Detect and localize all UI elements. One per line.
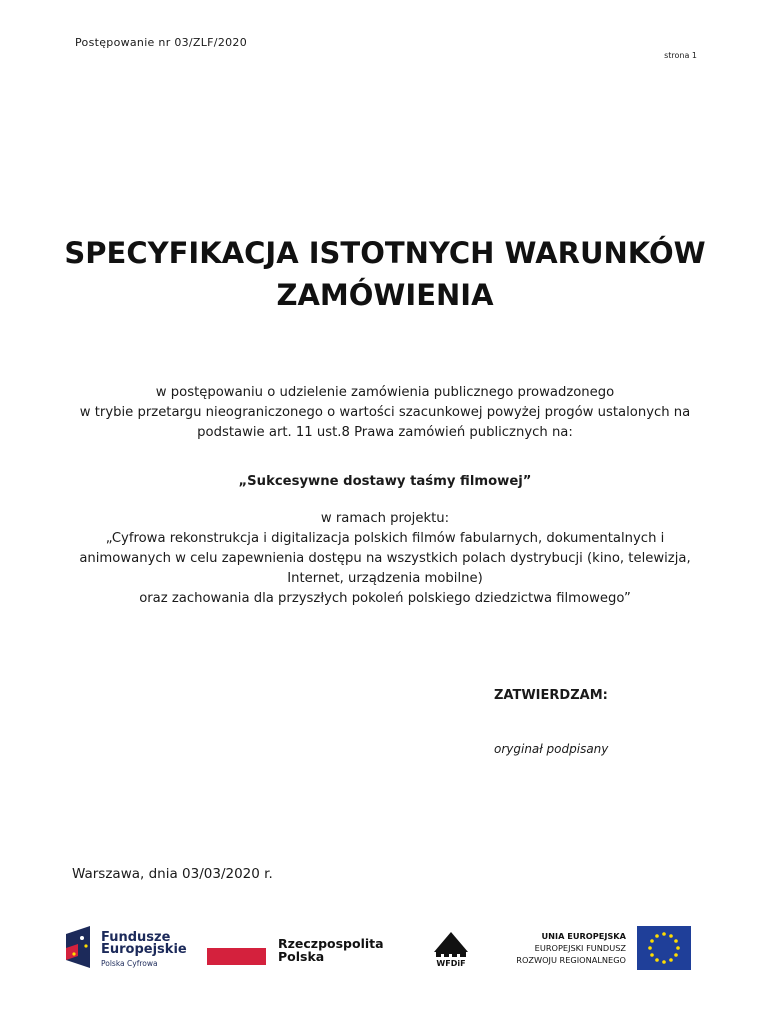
project-line-3: animowanych w celu zapewnienia dostępu na wszystkich polach dystrybucji (kino, telewizja, — [79, 551, 691, 566]
rp-line-1: Rzeczpospolita — [278, 936, 384, 951]
project-line-4: Internet, urządzenia mobilne) — [287, 571, 483, 586]
place-and-date: Warszawa, dnia 03/03/2020 r. — [72, 866, 273, 882]
ue-line-1: UNIA EUROPEJSKA — [541, 931, 626, 941]
approval-label: ZATWIERDZAM: — [494, 688, 608, 703]
eu-stars-icon — [637, 926, 691, 970]
intro-paragraph — [40, 383, 730, 443]
ue-line-2: EUROPEJSKI FUNDUSZ — [534, 943, 626, 953]
project-paragraph — [30, 509, 740, 609]
procurement-subject: „Sukcesywne dostawy taśmy filmowej” — [238, 474, 532, 489]
project-line-1: w ramach projektu: — [320, 511, 450, 526]
title-line-2: ZAMÓWIENIA — [276, 278, 494, 312]
fundusze-europejskie-text — [101, 932, 187, 956]
fe-subtitle: Polska Cyfrowa — [101, 959, 158, 968]
ue-line-3: ROZWOJU REGIONALNEGO — [516, 955, 626, 965]
fe-line-2: Europejskie — [101, 942, 187, 957]
fe-line-1: Fundusze — [101, 930, 171, 945]
project-line-5: oraz zachowania dla przyszłych pokoleń polskiego dziedzictwa filmowego” — [139, 591, 631, 606]
intro-line-3: podstawie art. 11 ust.8 Prawa zamówień publicznych na: — [197, 425, 573, 440]
project-line-2: „Cyfrowa rekonstrukcja i digitalizacja polskich filmów fabularnych, dokumentalnych i — [105, 531, 665, 546]
proceeding-reference: Postępowanie nr 03/ZLF/2020 — [75, 36, 248, 49]
wfdif-logo-icon — [430, 926, 472, 968]
eu-flag-icon — [637, 926, 691, 970]
document-title — [40, 232, 730, 316]
polish-flag-icon — [207, 948, 266, 965]
title-line-1: SPECYFIKACJA ISTOTNYCH WARUNKÓW — [64, 236, 706, 270]
intro-line-2: w trybie przetargu nieograniczonego o wartości szacunkowej powyżej progów ustalonych na — [79, 405, 691, 420]
ue-text-block — [512, 930, 626, 966]
signature-note: oryginał podpisany — [494, 742, 609, 756]
rp-line-2: Polska — [278, 949, 325, 964]
wfdif-text: WFDiF — [436, 959, 466, 968]
rzeczpospolita-polska-text — [278, 937, 384, 963]
fundusze-europejskie-icon — [64, 924, 94, 970]
page-number: strona 1 — [664, 51, 697, 60]
intro-line-1: w postępowaniu o udzielenie zamówienia publicznego prowadzonego — [155, 385, 615, 400]
